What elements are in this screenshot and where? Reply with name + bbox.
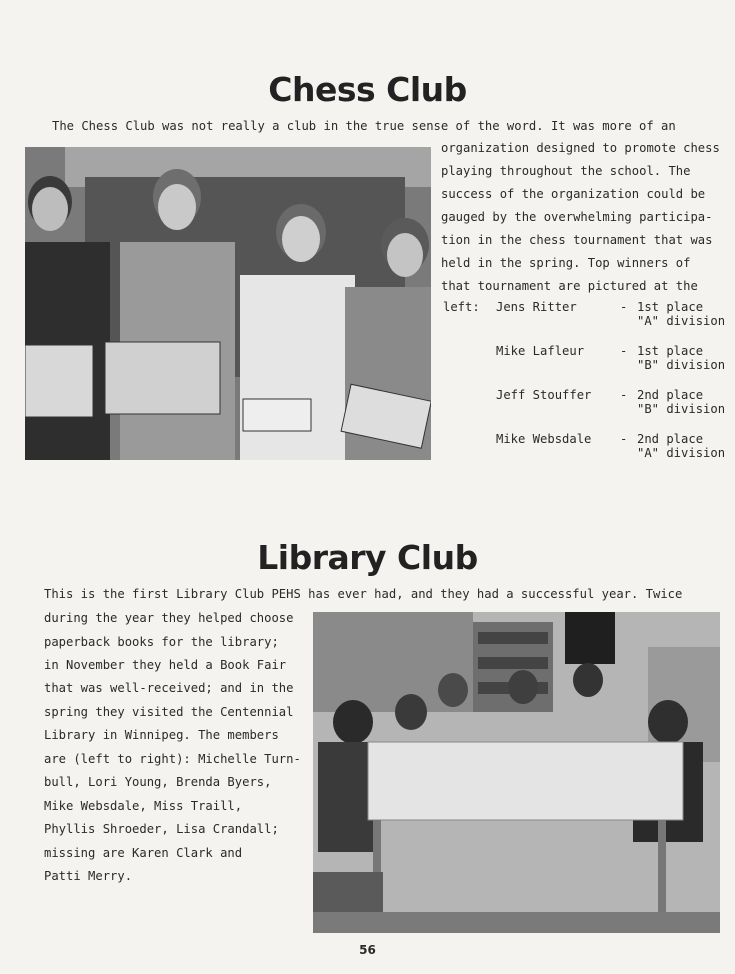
- winner-place: 2nd place: [637, 388, 704, 402]
- winner-dash: -: [620, 344, 628, 358]
- library-text-line: Phyllis Shroeder, Lisa Crandall;: [44, 822, 279, 836]
- library-text-line: Library in Winnipeg. The members: [44, 728, 279, 742]
- chess-club-photo: [25, 147, 431, 460]
- winners-lead-label: left:: [443, 300, 480, 314]
- winner-dash: -: [620, 300, 628, 314]
- winner-division: "B" division: [637, 358, 726, 372]
- winner-division: "A" division: [637, 314, 726, 328]
- winner-place: 1st place: [637, 300, 704, 314]
- chess-text-line: organization designed to promote chess: [441, 141, 720, 155]
- library-text-line: in November they held a Book Fair: [44, 658, 287, 672]
- winner-division: "B" division: [637, 402, 726, 416]
- winner-name: Jeff Stouffer: [496, 388, 592, 402]
- library-text-line: spring they visited the Centennial: [44, 705, 294, 719]
- chess-text-line: held in the spring. Top winners of: [441, 256, 691, 270]
- chess-text-line: playing throughout the school. The: [441, 164, 691, 178]
- library-text-line: Mike Websdale, Miss Traill,: [44, 799, 243, 813]
- library-text-line: are (left to right): Michelle Turn-: [44, 752, 301, 766]
- chess-club-heading: Chess Club: [268, 70, 467, 109]
- library-club-photo: [313, 612, 720, 933]
- winner-name: Jens Ritter: [496, 300, 577, 314]
- chess-text-line: tion in the chess tournament that was: [441, 233, 713, 247]
- chess-text-line: The Chess Club was not really a club in the true sense of the word. It was more of an: [52, 119, 676, 133]
- library-text-line: that was well-received; and in the: [44, 681, 294, 695]
- winner-dash: -: [620, 432, 628, 446]
- library-text-line: during the year they helped choose: [44, 611, 294, 625]
- library-text-line: This is the first Library Club PEHS has ever had, and they had a successful year. Twice: [44, 587, 683, 601]
- winner-division: "A" division: [637, 446, 726, 460]
- library-text-line: paperback books for the library;: [44, 635, 279, 649]
- chess-text-line: gauged by the overwhelming participa-: [441, 210, 713, 224]
- winner-place: 1st place: [637, 344, 704, 358]
- chess-text-line: that tournament are pictured at the: [441, 279, 698, 293]
- winner-place: 2nd place: [637, 432, 704, 446]
- chess-text-line: success of the organization could be: [441, 187, 706, 201]
- winner-name: Mike Lafleur: [496, 344, 585, 358]
- library-club-heading: Library Club: [257, 538, 478, 577]
- winner-dash: -: [620, 388, 628, 402]
- page-number: 56: [359, 943, 376, 957]
- library-text-line: missing are Karen Clark and: [44, 846, 243, 860]
- library-text-line: Patti Merry.: [44, 869, 133, 883]
- library-text-line: bull, Lori Young, Brenda Byers,: [44, 775, 272, 789]
- winner-name: Mike Websdale: [496, 432, 592, 446]
